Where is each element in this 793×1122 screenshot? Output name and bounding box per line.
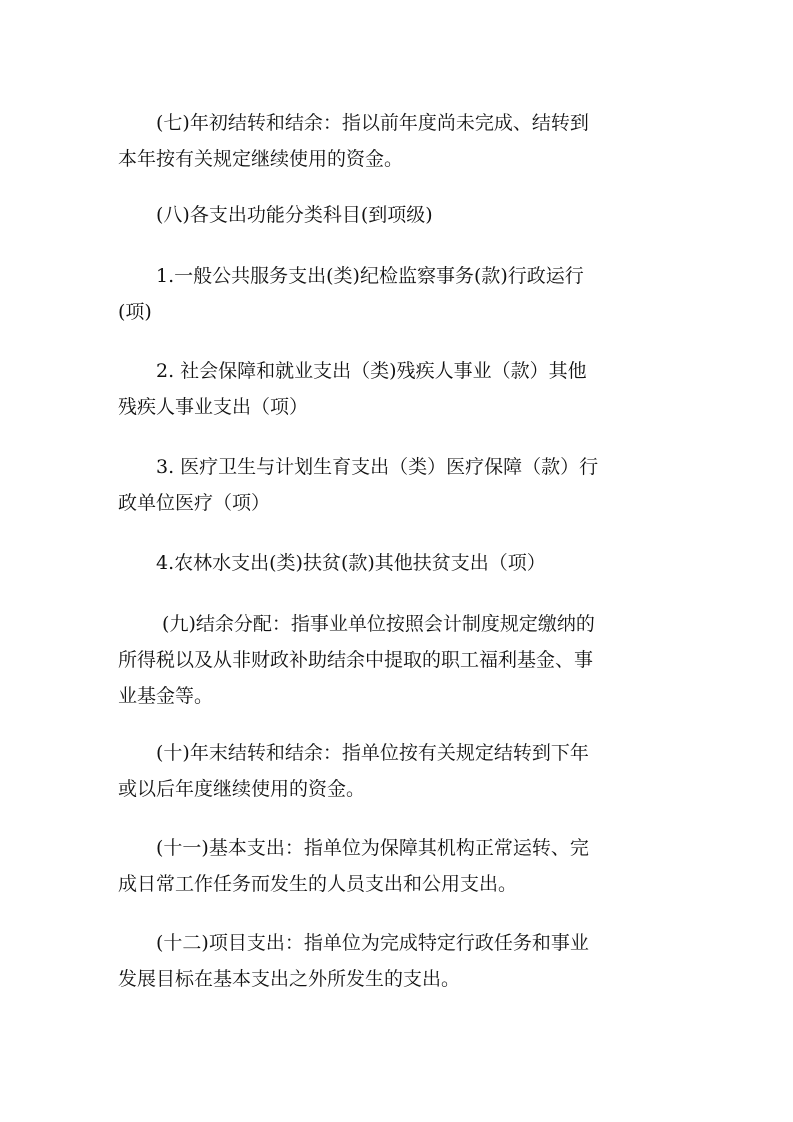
paragraph-yearbeginning-carryover [118,105,678,177]
text-line: 3. 医疗卫生与计划生育支出（类）医疗保障（款）行 [118,456,599,478]
text-line: 或以后年度继续使用的资金。 [118,778,366,800]
text-line: 业基金等。 [118,685,214,707]
paragraph-basic-expenditure [118,830,678,902]
text-line: 所得税以及从非财政补助结余中提取的职工福利基金、事 [118,649,594,671]
text-line: 4.农林水支出(类)扶贫(款)其他扶贫支出（项） [118,552,546,574]
paragraph-function-categories-heading [118,197,678,233]
text-line: (十)年末结转和结余：指单位按有关规定结转到下年 [118,742,589,764]
list-item-social-security [118,353,678,425]
text-line: 1.一般公共服务支出(类)纪检监察事务(款)行政运行 [118,265,584,287]
text-line: 政单位医疗（项） [118,492,271,514]
paragraph-surplus-distribution [118,606,678,714]
text-line: (十一)基本支出：指单位为保障其机构正常运转、完 [118,837,589,859]
text-line: 2. 社会保障和就业支出（类)残疾人事业（款）其他 [118,360,587,382]
text-line: (七)年初结转和结余：指以前年度尚未完成、结转到 [118,112,589,134]
text-line: 成日常工作任务而发生的人员支出和公用支出。 [118,873,518,895]
paragraph-project-expenditure [118,925,678,997]
text-line: (八)各支出功能分类科目(到项级) [118,204,433,226]
text-line: (九)结余分配：指事业单位按照会计制度规定缴纳的 [118,613,595,635]
list-item-medical-health [118,449,678,521]
list-item-general-public-services [118,258,678,330]
text-line: 残疾人事业支出（项） [118,396,309,418]
text-line: 本年按有关规定继续使用的资金。 [118,148,404,170]
text-line: (项) [118,301,152,323]
list-item-agriculture [118,545,678,581]
text-line: (十二)项目支出：指单位为完成特定行政任务和事业 [118,932,589,954]
text-line: 发展目标在基本支出之外所发生的支出。 [118,968,461,990]
paragraph-yearend-carryover [118,735,678,807]
